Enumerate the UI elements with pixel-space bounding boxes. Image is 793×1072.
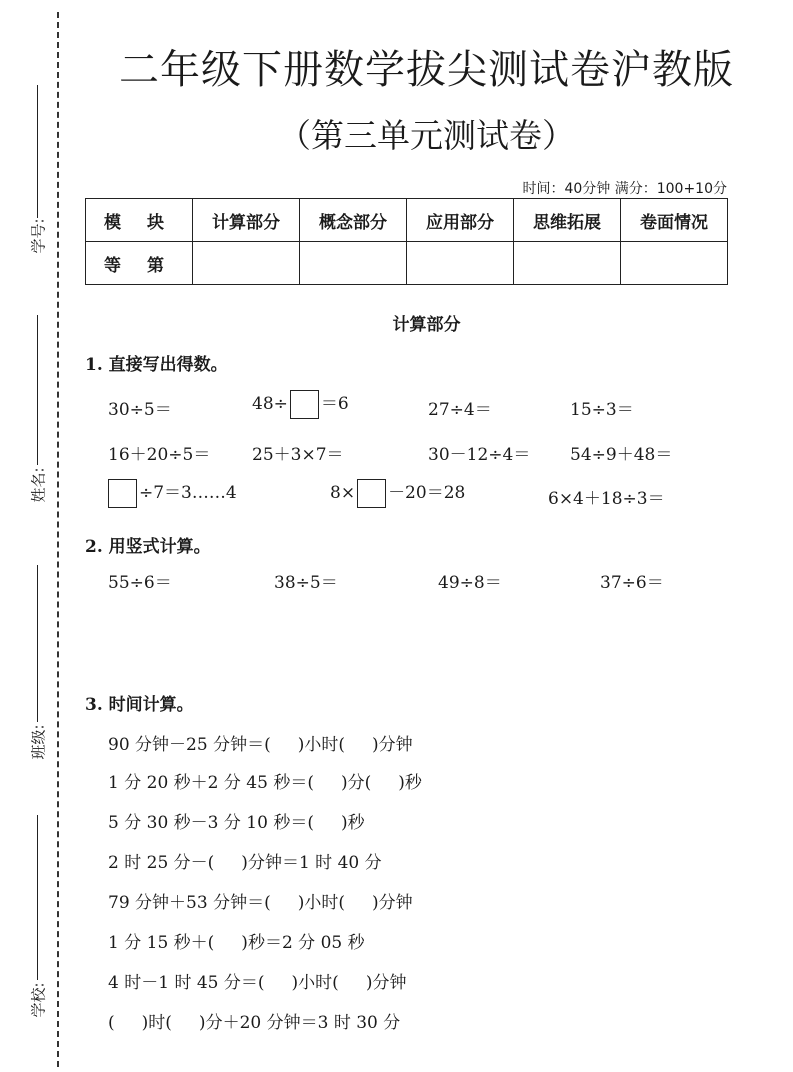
score-header-thinking: 思维拓展	[514, 199, 621, 242]
score-header-concept: 概念部分	[300, 199, 407, 242]
school-line	[37, 815, 38, 980]
score-header-neatness: 卷面情况	[621, 199, 728, 242]
q3-title	[85, 690, 194, 715]
time-info: 时间：40分钟 满分：100+10分	[522, 181, 727, 197]
class-label: 班级:	[29, 724, 48, 760]
q3-line: 90 分钟－25 分钟＝( )小时( )分钟	[108, 735, 413, 755]
score-table	[85, 198, 728, 285]
q2-item: 37÷6＝	[600, 573, 664, 593]
answer-box[interactable]	[108, 479, 137, 508]
score-header-module: 模 块	[86, 199, 193, 242]
q2-item: 49÷8＝	[438, 573, 502, 593]
q1-item: 15÷3＝	[570, 400, 634, 420]
q1-item-part: ＝6	[320, 394, 349, 414]
q3-line: 5 分 30 秒－3 分 10 秒＝( )秒	[108, 813, 365, 833]
q1-item-part: －20＝28	[388, 483, 466, 503]
score-table-grade-row	[86, 242, 728, 285]
q1-item	[106, 478, 237, 508]
q3-line: 2 时 25 分－( )分钟＝1 时 40 分	[108, 853, 382, 873]
grade-cell-thinking[interactable]	[514, 242, 621, 285]
q1-item: 6×4＋18÷3＝	[548, 489, 665, 509]
q1-item	[330, 478, 465, 508]
q3-line: 1 分 20 秒＋2 分 45 秒＝( )分( )秒	[108, 773, 422, 793]
student-id-label: 学号:	[29, 218, 48, 254]
page-title: 二年级下册数学拔尖测试卷沪教版	[119, 47, 734, 93]
q3-line: 79 分钟＋53 分钟＝( )小时( )分钟	[108, 893, 413, 913]
answer-box[interactable]	[290, 390, 319, 419]
binding-dashed-line	[57, 12, 59, 1067]
score-table-header-row	[86, 199, 728, 242]
score-header-calc: 计算部分	[193, 199, 300, 242]
q1-item-part: 48÷	[252, 394, 288, 414]
school-label: 学校:	[29, 982, 48, 1018]
q1-number: 1.	[85, 355, 103, 375]
q3-line: ( )时( )分＋20 分钟＝3 时 30 分	[108, 1013, 401, 1033]
q1-item: 30－12÷4＝	[428, 445, 531, 465]
q2-number: 2.	[85, 537, 103, 557]
q3-line: 4 时－1 时 45 分＝( )小时( )分钟	[108, 973, 407, 993]
grade-cell-concept[interactable]	[300, 242, 407, 285]
class-line	[37, 565, 38, 722]
q1-item-part: ÷7＝3……4	[139, 483, 237, 503]
q1-item: 16＋20÷5＝	[108, 445, 211, 465]
q1-item: 30÷5＝	[108, 400, 172, 420]
q1-item-part: 8×	[330, 483, 356, 503]
q1-item: 25＋3×7＝	[252, 445, 344, 465]
q2-text: 用竖式计算。	[108, 537, 211, 557]
q1-title	[85, 350, 228, 375]
q3-line: 1 分 15 秒＋( )秒＝2 分 05 秒	[108, 933, 365, 953]
q1-text: 直接写出得数。	[108, 355, 228, 375]
page-subtitle: （第三单元测试卷）	[278, 116, 575, 155]
q1-item: 54÷9＋48＝	[570, 445, 673, 465]
grade-cell-application[interactable]	[407, 242, 514, 285]
q3-number: 3.	[85, 695, 103, 715]
q1-item	[252, 389, 349, 419]
q2-item: 55÷6＝	[108, 573, 172, 593]
score-header-application: 应用部分	[407, 199, 514, 242]
grade-cell-calc[interactable]	[193, 242, 300, 285]
grade-cell-neatness[interactable]	[621, 242, 728, 285]
q2-title	[85, 532, 211, 557]
student-id-line	[37, 85, 38, 218]
name-label: 姓名:	[29, 467, 48, 503]
q3-text: 时间计算。	[108, 695, 194, 715]
q2-item: 38÷5＝	[274, 573, 338, 593]
q1-item: 27÷4＝	[428, 400, 492, 420]
score-row-label: 等 第	[86, 242, 193, 285]
answer-box[interactable]	[357, 479, 386, 508]
name-line	[37, 315, 38, 465]
section-title: 计算部分	[392, 315, 461, 335]
